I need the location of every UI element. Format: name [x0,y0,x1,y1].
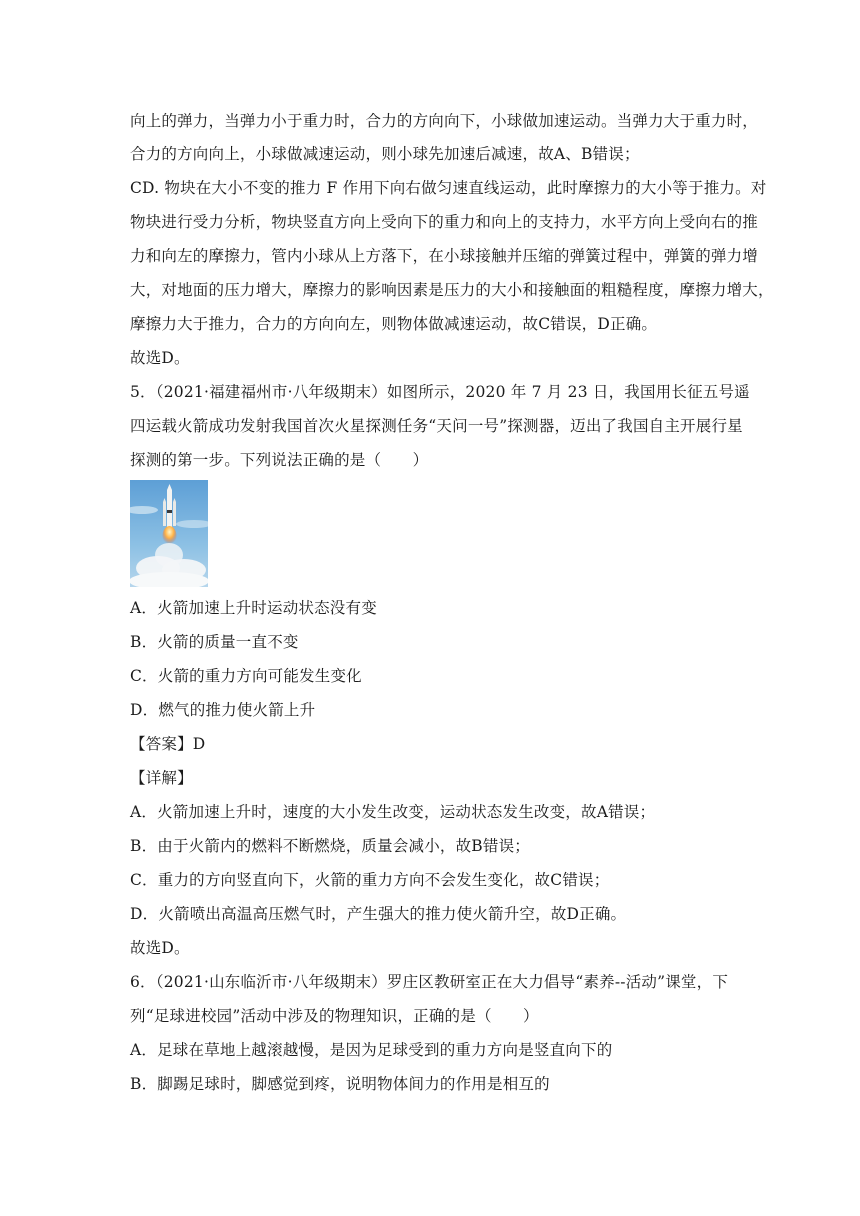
paragraph-line: 力和向左的摩擦力，管内小球从上方落下，在小球接触并压缩的弹簧过程中，弹簧的弹力增 [130,247,759,265]
explanation-line: D．火箭喷出高温高压燃气时，产生强大的推力使火箭升空，故D正确。 [130,905,627,923]
option-a: A．足球在草地上越滚越慢，是因为足球受到的重力方向是竖直向下的 [130,1041,613,1059]
question-6-stem: 6．（2021·山东临沂市·八年级期末）罗庄区教研室正在大力倡导“素养--活动”课堂，下 [130,973,729,991]
question-5-stem: 5．（2021·福建福州市·八年级期末）如图所示，2020 年 7 月 23 日，我国用长征五号遥 [130,383,750,401]
paragraph-line: 摩擦力大于推力，合力的方向向左，则物体做减速运动，故C错误，D正确。 [130,315,658,333]
paragraph-line: 物块进行受力分析，物块竖直方向上受向下的重力和向上的支持力，水平方向上受向右的推 [130,213,759,231]
paragraph-line: 大，对地面的压力增大，摩擦力的影响因素是压力的大小和接触面的粗糙程度，摩擦力增大， [130,281,774,299]
paragraph-line: 向上的弹力，当弹力小于重力时，合力的方向向下，小球做加速运动。当弹力大于重力时， [130,112,759,130]
option-c: C．火箭的重力方向可能发生变化 [130,667,362,685]
paragraph-line: CD. 物块在大小不变的推力 F 作用下向右做匀速直线运动，此时摩擦力的大小等于推力。对 [130,179,767,197]
explanation-line: C．重力的方向竖直向下，火箭的重力方向不会发生变化，故C错误； [130,871,610,889]
option-b: B．火箭的质量一直不变 [130,633,299,651]
explanation-line: B．由于火箭内的燃料不断燃烧，质量会减小，故B错误； [130,837,530,855]
explanation-line: A．火箭加速上升时，速度的大小发生改变，运动状态发生改变，故A错误； [130,803,656,821]
paragraph-line: 合力的方向向上，小球做减速运动，则小球先加速后减速，故A、B错误； [130,145,640,163]
option-a: A．火箭加速上升时运动状态没有变 [130,599,377,617]
question-5-stem: 四运载火箭成功发射我国首次火星探测任务“天问一号”探测器，迈出了我国自主开展行星 [130,417,743,435]
option-d: D．燃气的推力使火箭上升 [130,701,316,719]
answer-label: 【答案】D [130,735,206,753]
question-6-stem: 列“足球进校园”活动中涉及的物理知识，正确的是（ ） [130,1007,539,1025]
conclusion-text: 故选D。 [130,939,190,957]
explanation-heading: 【详解】 [130,769,193,787]
rocket-launch-photo [130,480,208,587]
conclusion-text: 故选D。 [130,349,190,367]
question-5-stem: 探测的第一步。下列说法正确的是（ ） [130,451,429,469]
option-b: B．脚踢足球时，脚感觉到疼，说明物体间力的作用是相互的 [130,1075,550,1093]
